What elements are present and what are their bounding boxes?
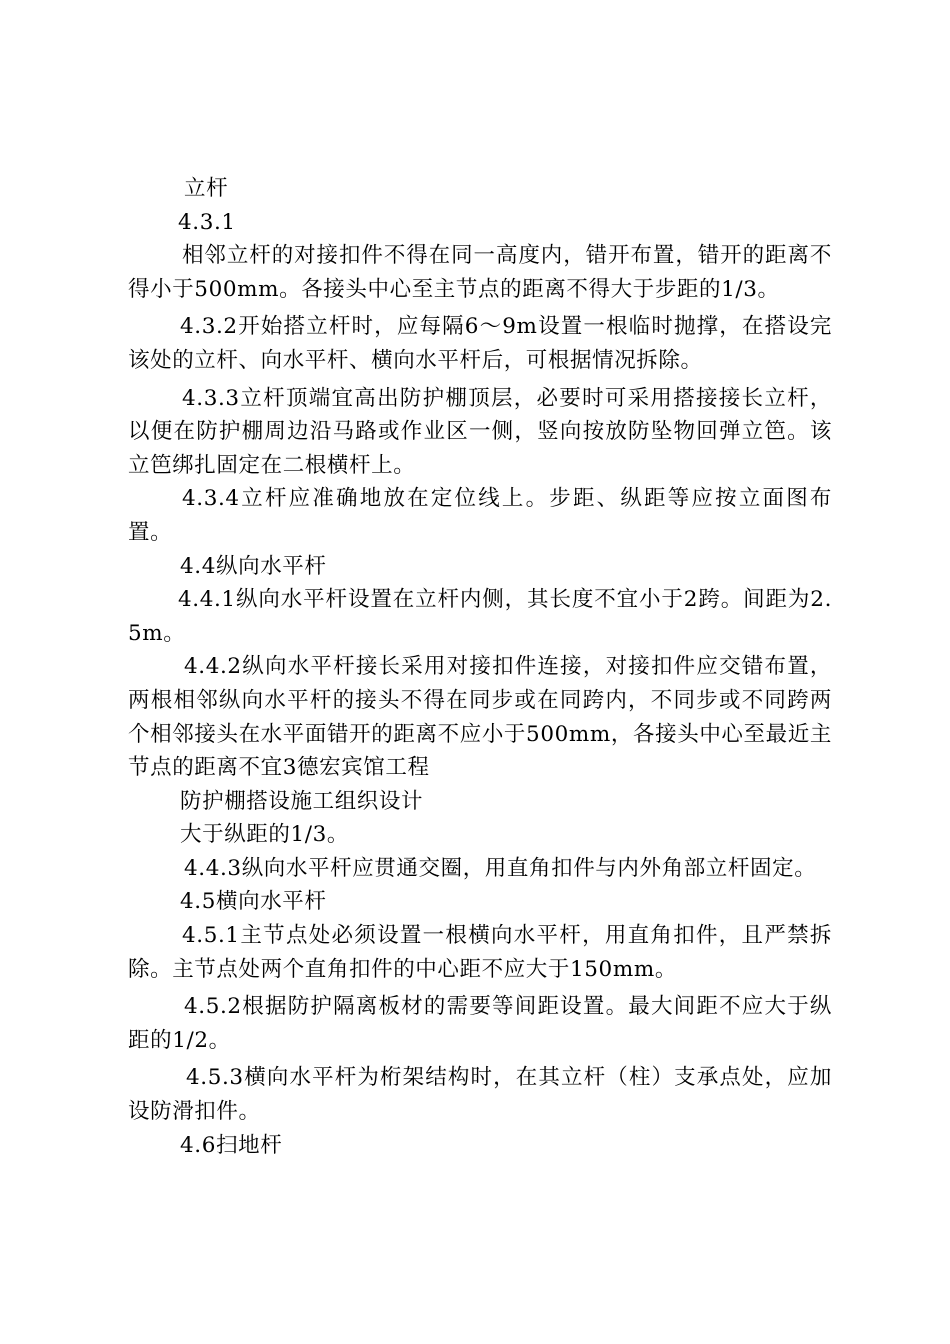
paragraph-heading-4-4: 4.4纵向水平杆	[180, 553, 327, 579]
paragraph-joint-offset: 相邻立杆的对接扣件不得在同一高度内，错开布置，错开的距离不得小于500mm。各接头中心至主节点的距离不得大于步距的1/3。	[128, 243, 832, 302]
paragraph-section-4-3-1: 4.3.1	[178, 209, 236, 235]
document-body	[128, 172, 832, 1162]
paragraph-continued-text: 大于纵距的1/3。	[180, 822, 350, 848]
paragraph-section-4-4-3: 4.4.3纵向水平杆应贯通交圈，用直角扣件与内外角部立杆固定。	[184, 855, 817, 881]
paragraph-section-4-4-2: 4.4.2纵向水平杆接长采用对接扣件连接，对接扣件应交错布置，两根相邻纵向水平杆的接头不得在同步或在同跨内，不同步或不同跨两个相邻接头在水平面错开的距离不应小于500mm，各接头中心至最近主节点的距离不宜3德宏宾馆工程	[128, 654, 832, 781]
paragraph-heading-4-5: 4.5横向水平杆	[180, 889, 327, 915]
paragraph-heading-vertical-pole: 立杆	[184, 176, 229, 201]
paragraph-section-4-4-1: 4.4.1纵向水平杆设置在立杆内侧，其长度不宜小于2跨。间距为2.5m。	[128, 587, 832, 646]
paragraph-running-footer: 防护棚搭设施工组织设计	[180, 788, 424, 814]
paragraph-section-4-5-2: 4.5.2根据防护隔离板材的需要等间距设置。最大间距不应大于纵距的1/2。	[128, 994, 832, 1053]
paragraph-section-4-5-3: 4.5.3横向水平杆为桁架结构时，在其立杆（柱）支承点处，应加设防滑扣件。	[128, 1065, 832, 1125]
paragraph-heading-4-6: 4.6扫地杆	[180, 1132, 283, 1158]
paragraph-section-4-3-3: 4.3.3立杆顶端宜高出防护棚顶层，必要时可采用搭接接长立杆，以便在防护棚周边沿马路或作业区一侧，竖向按放防坠物回弹立笆。该立笆绑扎固定在二根横杆上。	[128, 385, 832, 478]
paragraph-section-4-3-2: 4.3.2开始搭立杆时，应每隔6～9m设置一根临时抛撑，在搭设完该处的立杆、向水平杆、横向水平杆后，可根据情况拆除。	[128, 314, 832, 373]
paragraph-section-4-3-4: 4.3.4立杆应准确地放在定位线上。步距、纵距等应按立面图布置。	[128, 486, 832, 545]
paragraph-section-4-5-1: 4.5.1主节点处必须设置一根横向水平杆，用直角扣件，且严禁拆除。主节点处两个直角扣件的中心距不应大于150mm。	[128, 923, 832, 982]
